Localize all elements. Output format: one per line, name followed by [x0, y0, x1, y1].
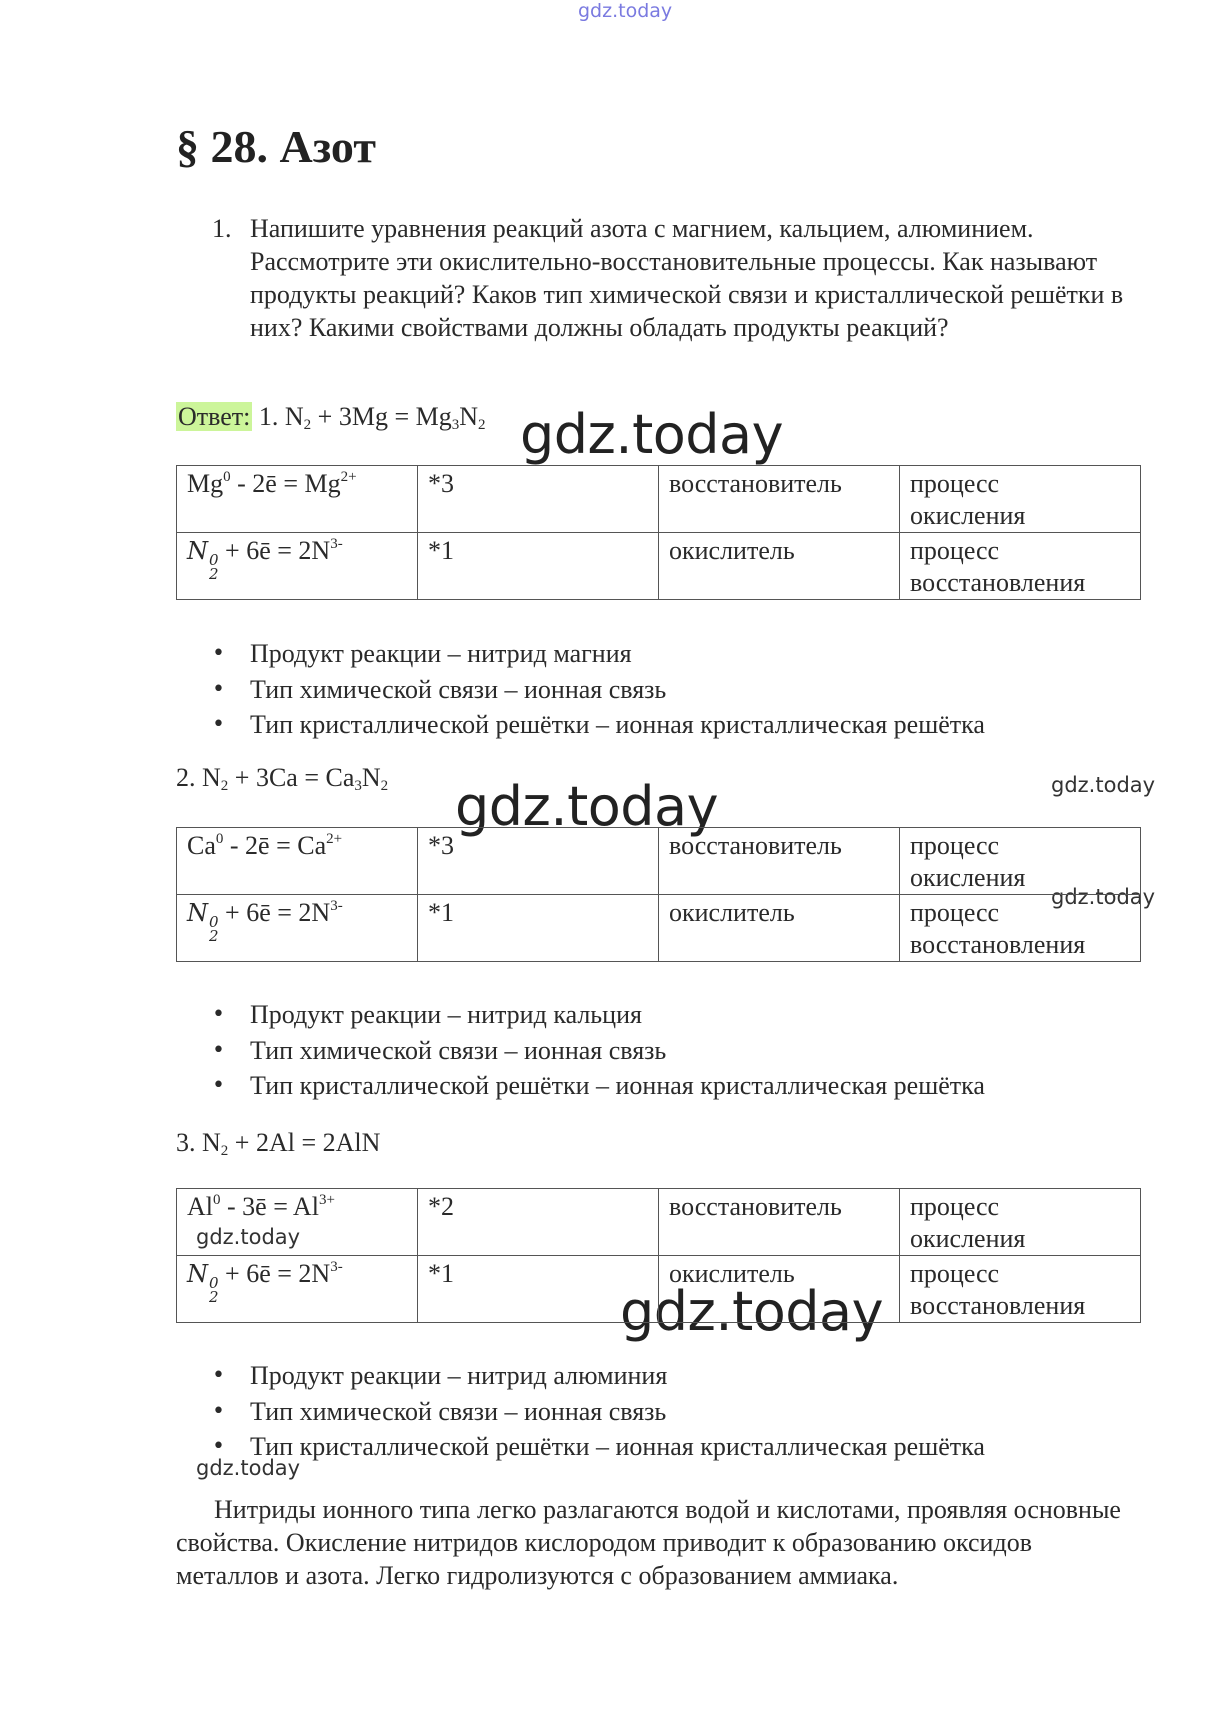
superscript-subscript	[209, 553, 219, 581]
question-number: 1.	[212, 214, 232, 243]
watermark-top: gdz.today	[578, 0, 673, 22]
subscript: 2	[478, 417, 486, 433]
charge: 3+	[318, 1192, 335, 1208]
process	[900, 828, 1141, 895]
process	[900, 1189, 1141, 1256]
table-row	[177, 895, 1141, 962]
subscript: 2	[380, 778, 389, 794]
process	[900, 533, 1141, 600]
equation-part: 2. N	[176, 763, 221, 792]
reaction-2-facts	[212, 997, 985, 1104]
element: N	[187, 1260, 208, 1288]
process	[900, 895, 1141, 962]
charge: 3-	[330, 898, 343, 914]
table-row	[177, 828, 1141, 895]
equation-part: + 6ē = 2N	[218, 898, 331, 927]
watermark-small: gdz.today	[196, 1225, 301, 1249]
element: Ca	[187, 831, 216, 860]
watermark-large: gdz.today	[620, 1280, 884, 1343]
charge: 0	[209, 913, 219, 931]
list-item: • Продукт реакции – нитрид кальция	[212, 997, 985, 1033]
coefficient: *1	[418, 1256, 659, 1323]
process-type: восстановления	[910, 568, 1086, 597]
role: окислитель	[659, 1256, 900, 1323]
process-label: процесс	[910, 831, 1000, 860]
charge: 2+	[326, 831, 343, 847]
equation-part: - 3ē = Al	[220, 1192, 319, 1221]
charge: 0	[215, 831, 224, 847]
subscript: 2	[209, 565, 219, 583]
watermark-large: gdz.today	[520, 403, 784, 466]
charge: 3-	[330, 536, 343, 552]
role: восстановитель	[659, 828, 900, 895]
list-item: • Тип химической связи – ионная связь	[212, 1033, 985, 1069]
table-row	[177, 1189, 1141, 1256]
list-item: • Продукт реакции – нитрид алюминия	[212, 1358, 985, 1394]
charge: 2+	[340, 469, 357, 485]
reaction-1-equation: Ответ: 1. $N_2 + 3Mg = Mg_3N_2$	[178, 402, 486, 433]
role: окислитель	[659, 533, 900, 600]
process-label: процесс	[910, 898, 1000, 927]
process-type: окисления	[910, 501, 1026, 530]
list-item: • Тип химической связи – ионная связь	[212, 672, 985, 708]
half-reaction	[177, 533, 418, 600]
question	[212, 212, 1152, 344]
role: восстановитель	[659, 1189, 900, 1256]
table-row	[177, 1256, 1141, 1323]
subscript: 2	[209, 1288, 219, 1306]
half-reaction	[177, 466, 418, 533]
charge: 0	[209, 551, 219, 569]
watermark-small: gdz.today	[1051, 773, 1156, 797]
list-item: • Тип химической связи – ионная связь	[212, 1394, 985, 1430]
coefficient: *3	[418, 466, 659, 533]
equation-part: + 6ē = 2N	[218, 1259, 331, 1288]
half-reaction	[177, 1256, 418, 1323]
subscript: 3	[354, 778, 362, 794]
process-label: процесс	[910, 469, 1000, 498]
table-row	[177, 533, 1141, 600]
charge: 0	[209, 1274, 219, 1292]
superscript-subscript	[209, 1276, 219, 1304]
reaction-2-table	[176, 827, 1141, 962]
charge: 0	[223, 469, 231, 485]
subscript: 2	[303, 417, 312, 433]
equation-part: + 3Mg = Mg	[311, 402, 452, 431]
watermark-large: gdz.today	[455, 775, 719, 838]
reaction-2-equation: 2. $N_2 + 3Ca = Ca_3N_2$	[176, 763, 389, 794]
watermark-small: gdz.today	[1051, 885, 1156, 909]
subscript: 3	[451, 417, 460, 433]
subscript: 2	[220, 1143, 229, 1159]
list-item: • Продукт реакции – нитрид магния	[212, 636, 985, 672]
equation-part: - 2ē = Mg	[230, 469, 341, 498]
process-type: восстановления	[910, 1291, 1086, 1320]
coefficient: *2	[418, 1189, 659, 1256]
process-label: процесс	[910, 1259, 1000, 1288]
list-item: • Тип кристаллической решётки – ионная кристаллическая решётка	[212, 1429, 985, 1465]
list-item: • Тип кристаллической решётки – ионная кристаллическая решётка	[212, 1068, 985, 1104]
element: N	[187, 899, 208, 927]
answer-label: Ответ:	[178, 402, 251, 431]
coefficient: *3	[418, 828, 659, 895]
subscript: 2	[209, 927, 219, 945]
superscript-subscript	[209, 915, 219, 943]
charge: 3-	[330, 1259, 343, 1275]
process-label: процесс	[910, 1192, 1000, 1221]
process	[900, 466, 1141, 533]
equation-part: + 2Al = 2AlN	[228, 1128, 381, 1157]
reaction-3-equation	[176, 1128, 380, 1158]
reaction-3-table	[176, 1188, 1141, 1323]
reaction-1-facts	[212, 636, 985, 743]
reaction-3-facts	[212, 1358, 985, 1465]
watermark-small: gdz.today	[196, 1456, 301, 1480]
process-type: окисления	[910, 863, 1026, 892]
half-reaction	[177, 1189, 418, 1256]
question-text: Напишите уравнения реакций азота с магнием, кальцием, алюминием. Рассмотрите эти окислительно-восстановительные процессы. Как называют продукты реакций? Каков тип химической связи и кристаллической решётки в них? Какими свойствами должны обладать продукты реакций?	[250, 214, 1124, 342]
subscript: 2	[220, 778, 229, 794]
process-label: процесс	[910, 536, 1000, 565]
process	[900, 1256, 1141, 1323]
equation-part: 3. N	[176, 1128, 221, 1157]
half-reaction	[177, 895, 418, 962]
role: окислитель	[659, 895, 900, 962]
list-item: • Тип кристаллической решётки – ионная кристаллическая решётка	[212, 707, 985, 743]
half-reaction	[177, 828, 418, 895]
equation-part: - 2ē = Ca	[223, 831, 327, 860]
process-type: восстановления	[910, 930, 1086, 959]
element: Al	[187, 1192, 213, 1221]
equation-part: + 6ē = 2N	[218, 536, 331, 565]
role: восстановитель	[659, 466, 900, 533]
process-type: окисления	[910, 1224, 1026, 1253]
coefficient: *1	[418, 533, 659, 600]
page-title: § 28. Азот	[176, 121, 376, 172]
element: Mg	[187, 469, 224, 498]
charge: 0	[213, 1192, 221, 1208]
reaction-1-table	[176, 465, 1141, 600]
table-row	[177, 466, 1141, 533]
element: N	[187, 537, 208, 565]
equation-part: + 3Ca = Ca	[228, 763, 355, 792]
equation-part: 1. N	[258, 402, 304, 431]
coefficient: *1	[418, 895, 659, 962]
closing-paragraph: Нитриды ионного типа легко разлагаются водой и кислотами, проявляя основные свойства. Окисление нитридов кислородом приводит к образованию оксидов металлов и азота. Легко гидролизуются с образованием аммиака.	[176, 1495, 1121, 1590]
